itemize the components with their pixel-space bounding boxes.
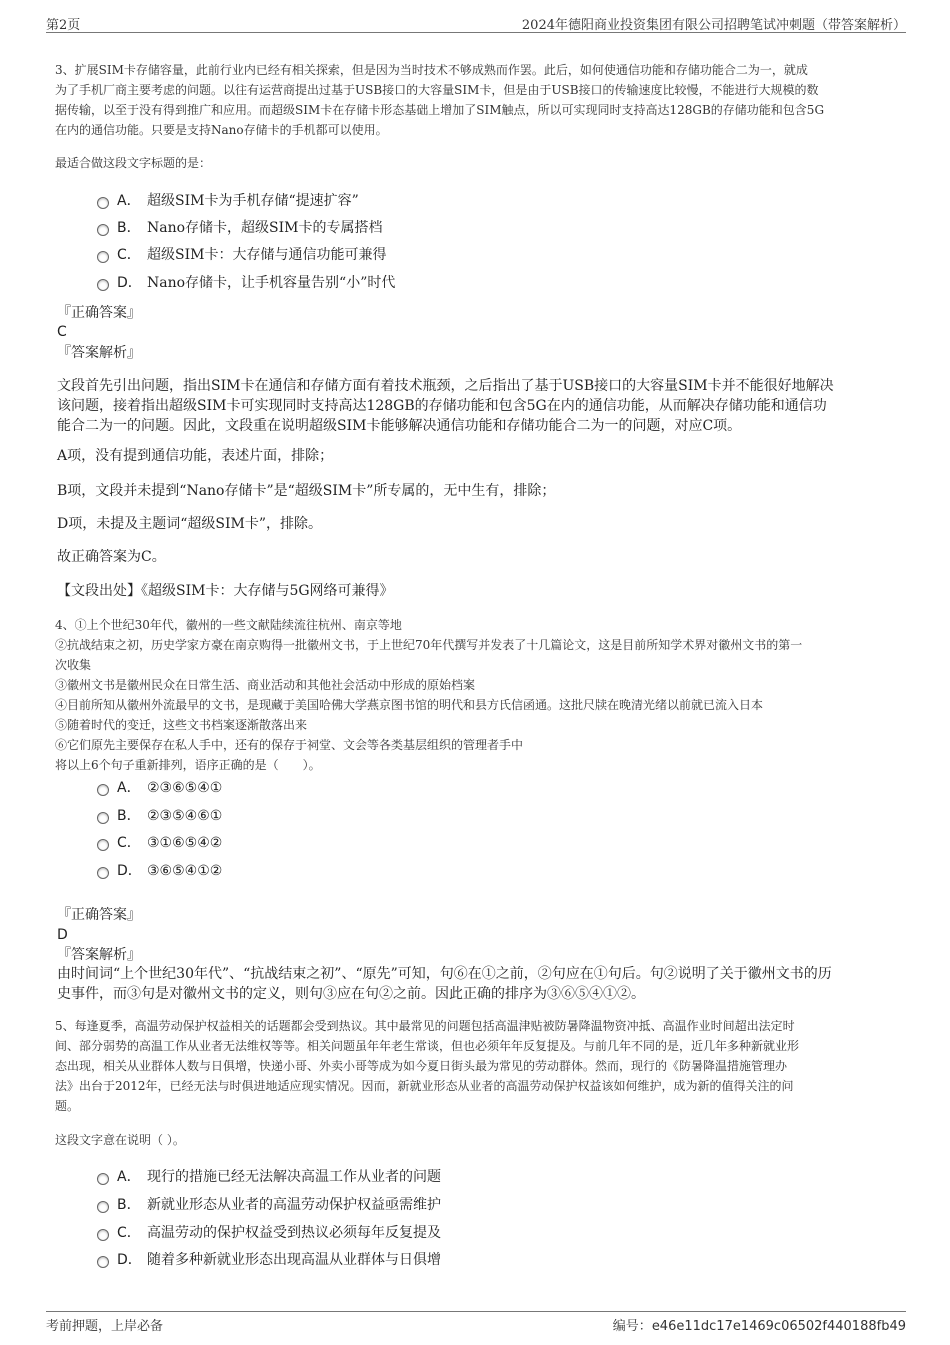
- option-letter: D．: [117, 863, 142, 879]
- analysis-line: 能合二为一的问题。因此，文段重在说明超级SIM卡能够解决通信功能和存储功能合二为一的问题，对应C项。: [57, 418, 742, 434]
- q3-note-a: A项，没有提到通信功能，表述片面，排除；: [57, 448, 334, 464]
- q4-line: ③徽州文书是徽州民众在日常生活、商业活动和其他社会活动中形成的原始档案: [55, 678, 476, 692]
- page-number: 第2页: [46, 18, 81, 33]
- option-letter: D．: [117, 275, 142, 291]
- option-text: 现行的措施已经无法解决高温工作从业者的问题: [147, 1169, 441, 1185]
- option-text: 超级SIM卡为手机存储“提速扩容”: [147, 193, 359, 209]
- q3-answer-label: 『正确答案』: [57, 305, 141, 321]
- q4-line: 次收集: [55, 658, 92, 672]
- radio-button[interactable]: [97, 839, 109, 851]
- analysis-line: 史事件，而③句是对徽州文书的定义，则句③应在句②之前。因此正确的排序为③⑥⑤④①②。: [57, 986, 645, 1002]
- option-text: ③①⑥⑤④②: [147, 835, 223, 851]
- q5-option-d[interactable]: [97, 1249, 441, 1271]
- q4-line: ④目前所知从徽州外流最早的文书，是现藏于美国哈佛大学燕京图书馆的明代和县方氏信函通。这批尺牍在晚清光绪以前就已流入日本: [55, 698, 764, 712]
- q3-note-d: D项，未提及主题词“超级SIM卡”，排除。: [57, 516, 322, 532]
- footer-slogan: 考前押题，上岸必备: [46, 1319, 164, 1334]
- option-text: ②③⑥⑤④①: [147, 780, 223, 796]
- page-footer: [46, 1311, 906, 1334]
- radio-button[interactable]: [97, 867, 109, 879]
- q3-option-d[interactable]: [97, 272, 395, 294]
- q5-line: 法》出台于2012年，已经无法与时俱进地适应现实情况。因而，新就业形态从业者的高温劳动保护权益该如何维护，成为新的值得关注的问: [55, 1079, 794, 1093]
- option-text: 高温劳动的保护权益受到热议必须每年反复提及: [147, 1225, 441, 1241]
- q5-option-a[interactable]: [97, 1166, 441, 1188]
- q4-analysis-label: 『答案解析』: [57, 947, 141, 963]
- q5-line: 态出现，相关从业群体人数与日俱增，快递小哥、外卖小哥等成为如今夏日街头最为常见的劳动群体。然而，现行的《防暑降温措施管理办: [55, 1059, 788, 1073]
- option-text: ②③⑤④⑥①: [147, 808, 223, 824]
- q3-question: 最适合做这段文字标题的是：: [55, 156, 212, 170]
- q4-line: ②抗战结束之初，历史学家方豪在南京购得一批徽州文书，于上世纪70年代撰写并发表了十几篇论文，这是目前所知学术界对徽州文书的第一: [55, 638, 803, 652]
- q3-option-a[interactable]: [97, 190, 359, 212]
- option-text: 新就业形态从业者的高温劳动保护权益亟需维护: [147, 1197, 441, 1213]
- q5-option-c[interactable]: [97, 1222, 441, 1244]
- q4-answer-label: 『正确答案』: [57, 907, 141, 923]
- q4-option-c[interactable]: [97, 832, 222, 854]
- q3-analysis-label: 『答案解析』: [57, 345, 141, 361]
- q5-passage: [55, 1016, 895, 1116]
- radio-button[interactable]: [97, 279, 109, 291]
- q5-option-b[interactable]: [97, 1194, 441, 1216]
- q3-line: 为了手机厂商主要考虑的问题。以往有运营商提出过基于USB接口的大容量SIM卡，但是由于USB接口的传输速度比较慢，不能进行大规模的数: [55, 83, 819, 97]
- option-letter: A．: [117, 1169, 141, 1185]
- option-text: ③⑥⑤④①②: [147, 863, 223, 879]
- q5-line: 5、每逢夏季，高温劳动保护权益相关的话题都会受到热议。其中最常见的问题包括高温津贴被防暑降温物资冲抵、高温作业时间超出法定时: [55, 1019, 795, 1033]
- option-text: Nano存储卡，超级SIM卡的专属搭档: [147, 220, 383, 236]
- q4-option-d[interactable]: [97, 860, 222, 882]
- option-letter: B．: [117, 220, 141, 236]
- option-letter: D．: [117, 1252, 142, 1268]
- q5-question: 这段文字意在说明（ ）。: [55, 1133, 185, 1147]
- option-text: Nano存储卡，让手机容量告别“小”时代: [147, 275, 396, 291]
- radio-button[interactable]: [97, 197, 109, 209]
- q3-line: 据传输，以至于没有得到推广和应用。而超级SIM卡在存储卡形态基础上增加了SIM触点，所以可实现同时支持高达128GB的存储功能和包含5G: [55, 103, 825, 117]
- option-letter: C．: [117, 835, 141, 851]
- q3-passage: [55, 60, 895, 140]
- q3-line: 3、扩展SIM卡存储容量，此前行业内已经有相关探索，但是因为当时技术不够成熟而作罢。此后，如何使通信功能和存储功能合二为一，就成: [55, 63, 808, 77]
- q3-line: 在内的通信功能。只要是支持Nano存储卡的手机都可以使用。: [55, 123, 388, 137]
- option-text: 随着多种新就业形态出现高温从业群体与日俱增: [147, 1252, 441, 1268]
- radio-button[interactable]: [97, 1256, 109, 1268]
- document-code: [613, 1315, 906, 1334]
- q3-analysis: [57, 376, 897, 436]
- radio-button[interactable]: [97, 1173, 109, 1185]
- option-letter: A．: [117, 193, 141, 209]
- option-letter: A．: [117, 780, 141, 796]
- radio-button[interactable]: [97, 1201, 109, 1213]
- radio-button[interactable]: [97, 1229, 109, 1241]
- radio-button[interactable]: [97, 812, 109, 824]
- option-letter: C．: [117, 247, 141, 263]
- q5-line: 题。: [55, 1099, 80, 1113]
- q3-note-b: B项，文段并未提到“Nano存储卡”是“超级SIM卡”所专属的，无中生有，排除；: [57, 483, 556, 499]
- radio-button[interactable]: [97, 784, 109, 796]
- document-title: 2024年德阳商业投资集团有限公司招聘笔试冲刺题（带答案解析）: [521, 18, 906, 33]
- radio-button[interactable]: [97, 251, 109, 263]
- q4-answer: D: [57, 927, 68, 943]
- q3-source: 【文段出处】《超级SIM卡：大存储与5G网络可兼得》: [57, 583, 394, 599]
- q4-passage: [55, 615, 895, 775]
- code-label: 编号：: [612, 1319, 652, 1334]
- q3-option-c[interactable]: [97, 244, 386, 266]
- q3-conclusion: 故正确答案为C。: [57, 549, 166, 565]
- q4-option-a[interactable]: [97, 777, 222, 799]
- code-value: e46e11dc17e1469c06502f440188fb49: [651, 1319, 906, 1334]
- option-text: 超级SIM卡：大存储与通信功能可兼得: [147, 247, 387, 263]
- page-header: [46, 12, 906, 33]
- q4-line: 4、①上个世纪30年代，徽州的一些文献陆续流往杭州、南京等地: [55, 618, 402, 632]
- analysis-line: 文段首先引出问题，指出SIM卡在通信和存储方面有着技术瓶颈，之后指出了基于USB接口的大容量SIM卡并不能很好地解决: [57, 378, 834, 394]
- option-letter: C．: [117, 1225, 141, 1241]
- option-letter: B．: [117, 808, 141, 824]
- analysis-line: 由时间词“上个世纪30年代”、“抗战结束之初”、“原先”可知，句⑥在①之前，②句应在①句后。句②说明了关于徽州文书的历: [57, 966, 832, 982]
- q4-line: 将以上6个句子重新排列，语序正确的是（ ）。: [55, 758, 321, 772]
- analysis-line: 该问题，接着指出超级SIM卡可实现同时支持高达128GB的存储功能和包含5G在内的通信功能，从而解决存储功能和通信功: [57, 398, 827, 414]
- q5-line: 间、部分弱势的高温工作从业者无法维权等等。相关问题虽年年老生常谈，但也必须年年反复提及。与前几年不同的是，近几年多种新就业形: [55, 1039, 800, 1053]
- q4-analysis: [57, 964, 897, 1004]
- radio-button[interactable]: [97, 224, 109, 236]
- q4-line: ⑤随着时代的变迁，这些文书档案逐渐散落出来: [55, 718, 308, 732]
- q4-line: ⑥它们原先主要保存在私人手中，还有的保存于祠堂、文会等各类基层组织的管理者手中: [55, 738, 524, 752]
- q4-option-b[interactable]: [97, 805, 222, 827]
- q3-option-b[interactable]: [97, 217, 383, 239]
- q3-answer: C: [57, 324, 67, 340]
- option-letter: B．: [117, 1197, 141, 1213]
